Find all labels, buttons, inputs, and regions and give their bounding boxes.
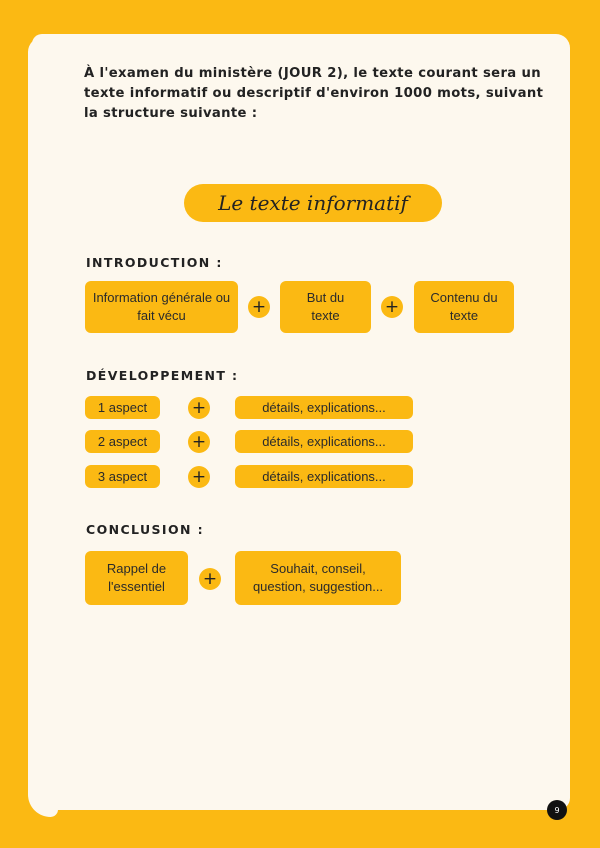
plus-icon: + <box>248 296 270 318</box>
aspect-box-1: 1 aspect <box>85 396 160 419</box>
paper-sheet <box>32 34 570 810</box>
detail-box-3: détails, explications... <box>235 465 413 488</box>
conclusion-box-recap: Rappel de l'essentiel <box>85 551 188 605</box>
conclusion-label: CONCLUSION : <box>86 522 204 537</box>
intro-box-purpose: But du texte <box>280 281 371 333</box>
intro-box-content: Contenu du texte <box>414 281 514 333</box>
intro-box-general-info: Information générale ou fait vécu <box>85 281 238 333</box>
plus-icon: + <box>188 397 210 419</box>
page-title: Le texte informatif <box>184 184 442 222</box>
conclusion-box-wish: Souhait, conseil, question, suggestion... <box>235 551 401 605</box>
plus-icon: + <box>381 296 403 318</box>
page-number: 9 <box>547 800 567 820</box>
plus-icon: + <box>199 568 221 590</box>
detail-box-1: détails, explications... <box>235 396 413 419</box>
detail-box-2: détails, explications... <box>235 430 413 453</box>
introduction-label: INTRODUCTION : <box>86 255 223 270</box>
intro-paragraph: À l'examen du ministère (JOUR 2), le texte courant sera un texte informatif ou descriptif d'environ 1000 mots, suivant la structure suivante : <box>84 66 544 121</box>
aspect-box-3: 3 aspect <box>85 465 160 488</box>
plus-icon: + <box>188 466 210 488</box>
developpement-label: DÉVELOPPEMENT : <box>86 368 239 383</box>
plus-icon: + <box>188 431 210 453</box>
aspect-box-2: 2 aspect <box>85 430 160 453</box>
